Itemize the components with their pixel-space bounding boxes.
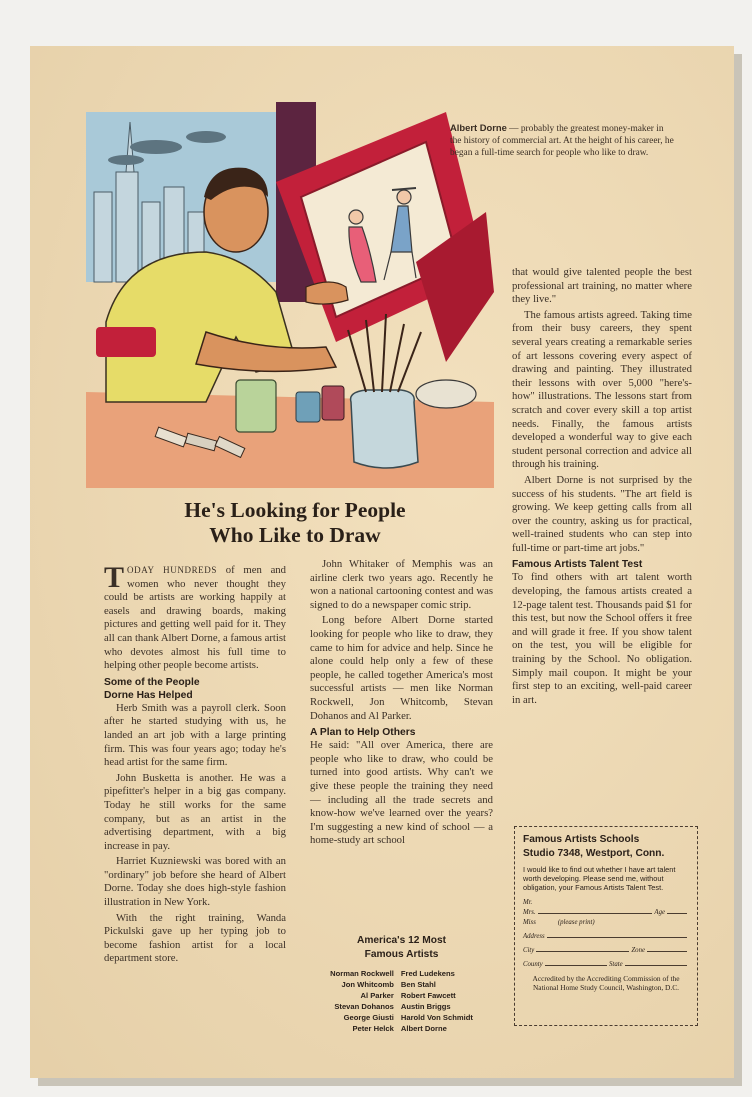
drop-cap: T [104, 561, 125, 594]
intro-smallcaps: ODAY HUNDREDS [127, 565, 217, 575]
coupon-mrs-line[interactable] [523, 906, 689, 916]
artist-illustration [86, 102, 494, 488]
caption-text: — probably the greatest money-maker in the history of commercial art. At the height of his career, he began a full-time search for people who like to draw. [450, 124, 674, 159]
label-age: Age [654, 909, 665, 916]
coupon-city-line[interactable] [523, 940, 689, 954]
paragraph-john-whitaker: John Whitaker of Memphis was an airline clerk two years ago. Recently he won a national cartooning contest and was signed to do a newspaper comic strip. [310, 558, 493, 611]
brush-jar [351, 390, 418, 468]
state-field[interactable] [625, 965, 687, 966]
age-field[interactable] [667, 913, 687, 914]
coupon-name-block [523, 896, 689, 926]
coupon-accreditation: Accredited by the Accrediting Commission of the National Home Study Council, Washington, D.C. [532, 974, 680, 992]
artists-title-2: Famous Artists [364, 949, 439, 960]
intro-paragraph [104, 561, 286, 673]
headline-line-2: Who Like to Draw [209, 523, 381, 547]
artists-table [328, 968, 475, 1034]
artists-row [328, 968, 475, 979]
raised-hand [306, 282, 348, 304]
coupon-body-text: I would like to find out whether I have art talent worth developing. Please send me, without obligation, your Famous Artists Talent Test. [523, 865, 676, 892]
coupon-studio-address: Studio 7348, Westport, Conn. [523, 847, 665, 859]
paragraph-he-said: He said: "All over America, there are people who like to draw, who could be turned into good artists. Why can't we give these people the training they need — including all the trade secrets and know-how we've learned over the years? I'm suggesting a new kind of school — a home-study art school [310, 739, 493, 847]
subhead-plan: A Plan to Help Others [310, 727, 416, 739]
artists-row [328, 1012, 475, 1023]
label-state: State [609, 961, 623, 968]
paragraph-herb-smith: Herb Smith was a payroll clerk. Soon after he started studying with us, he landed an art job with a large printing firm. This was four years ago; today he's head artist for the same firm. [104, 701, 286, 769]
label-miss: Miss [523, 919, 536, 926]
label-zone: Zone [631, 947, 645, 954]
paragraph-john-busketta: John Busketta is another. He was a pipefitter's helper in a big gas company. Today he still works for the same company, but as an artist in the advertising department, with a big increase in pay. [104, 771, 286, 852]
illustration-caption [450, 122, 676, 160]
column-1 [104, 561, 286, 968]
intro-text: of men and women who never thought they could be artists are working happily at easels and drawing boards, making pictures and getting well paid for it. They all can thank Albert Dorne, a famous artist who devotes almost his full time to helping other people become artists. [104, 564, 286, 672]
county-field[interactable] [545, 965, 607, 966]
caption-name: Albert Dorne [450, 122, 507, 133]
paragraph-long-before: Long before Albert Dorne started looking for people who like to draw, they came to him for advice and help. Since he alone could help only a few of these people, he called together America's most successful artists — men like Norman Rockwell, Jon Whitcomb, Stevan Dohanos and Al Parker. [310, 614, 493, 722]
artists-row [328, 979, 475, 990]
headline [100, 498, 490, 548]
subhead-helped-1: Some of the People [104, 676, 200, 688]
artist-name: Harold Von Schmidt [400, 1013, 473, 1022]
coupon-mr-label-line [523, 896, 689, 906]
headline-line-1: He's Looking for People [184, 498, 406, 522]
artist-name: Ben Stahl [400, 980, 436, 989]
address-field[interactable] [547, 937, 687, 938]
artist-name: Robert Fawcett [400, 991, 456, 1000]
label-city: City [523, 947, 535, 954]
subhead-helped-2: Dorne Has Helped [104, 689, 193, 701]
artist-name: Peter Helck [352, 1024, 394, 1033]
label-county: County [523, 961, 543, 968]
paragraph-harriet: Harriet Kuzniewski was bored with an "ordinary" job before she heard of Albert Dorne. Today she does high-style fashion illustration in New York. [104, 855, 286, 909]
magazine-page [30, 46, 734, 1078]
paragraph-talent-test: To find others with art talent worth developing, the famous artists created a 12-page talent test. Thousands paid $1 for this test, but now the School offers it free and will grade it free. If you show talent on the test, you will be eligible for training by the School. No obligation. Simply mail coupon. It might be your first step to an exciting, well-paid career in art. [512, 571, 692, 706]
column-2 [310, 558, 493, 850]
artists-row [328, 1023, 475, 1034]
paragraph-wanda: With the right training, Wanda Pickulski gave up her typing job to become fashion artist for a local department store. [104, 911, 286, 965]
column-3 [512, 266, 692, 709]
artist-name: Stevan Dohanos [334, 1002, 394, 1011]
paragraph-would-give: that would give talented people the best professional art training, no matter where they live." [512, 266, 692, 306]
coupon-county-line[interactable] [523, 954, 689, 968]
artist-name: Austin Briggs [400, 1002, 451, 1011]
mail-coupon[interactable] [514, 826, 698, 1026]
artists-row [328, 990, 475, 1001]
coupon-address-line[interactable] [523, 926, 689, 940]
label-mr: Mr. [523, 899, 533, 906]
artist-name: Al Parker [360, 991, 394, 1000]
zone-field[interactable] [647, 951, 687, 952]
artist-name: Fred Ludekens [400, 969, 455, 978]
artists-row [328, 1001, 475, 1012]
name-field[interactable] [538, 913, 653, 914]
water-bowl [416, 380, 476, 408]
city-field[interactable] [536, 951, 629, 952]
chair [96, 327, 156, 357]
artists-title-1: America's 12 Most [356, 935, 447, 946]
artist-name: George Giusti [343, 1013, 394, 1022]
coupon-school-name: Famous Artists Schools [523, 834, 640, 845]
artist-name: Albert Dorne [400, 1024, 447, 1033]
paragraph-artists-agreed: The famous artists agreed. Taking time from their busy careers, they spent several years creating a remarkable series of art lessons covering every aspect of drawing and painting. They illustrated their lessons with over 5,000 "here's-how" illustrations. The lessons start from scratch and cover every skill a top artist needs. Finally, the famous artists developed a wonderful way to give each student personal correction and advice all through his training. [512, 308, 692, 471]
subhead-talent-test: Famous Artists Talent Test [512, 559, 643, 571]
label-address: Address [523, 933, 545, 940]
artist-name: Jon Whitcomb [341, 980, 394, 989]
label-please-print: (please print) [557, 919, 595, 926]
coupon-miss-line [523, 916, 689, 926]
paragraph-not-surprised: Albert Dorne is not surprised by the success of his students. "The art field is growing. We keep getting calls from all over the country, asking us for practical, well-trained students who can step into full-time or part-time art jobs." [512, 473, 692, 554]
artist-name: Norman Rockwell [330, 969, 394, 978]
label-mrs: Mrs. [523, 909, 536, 916]
famous-artists-list [310, 934, 493, 1034]
